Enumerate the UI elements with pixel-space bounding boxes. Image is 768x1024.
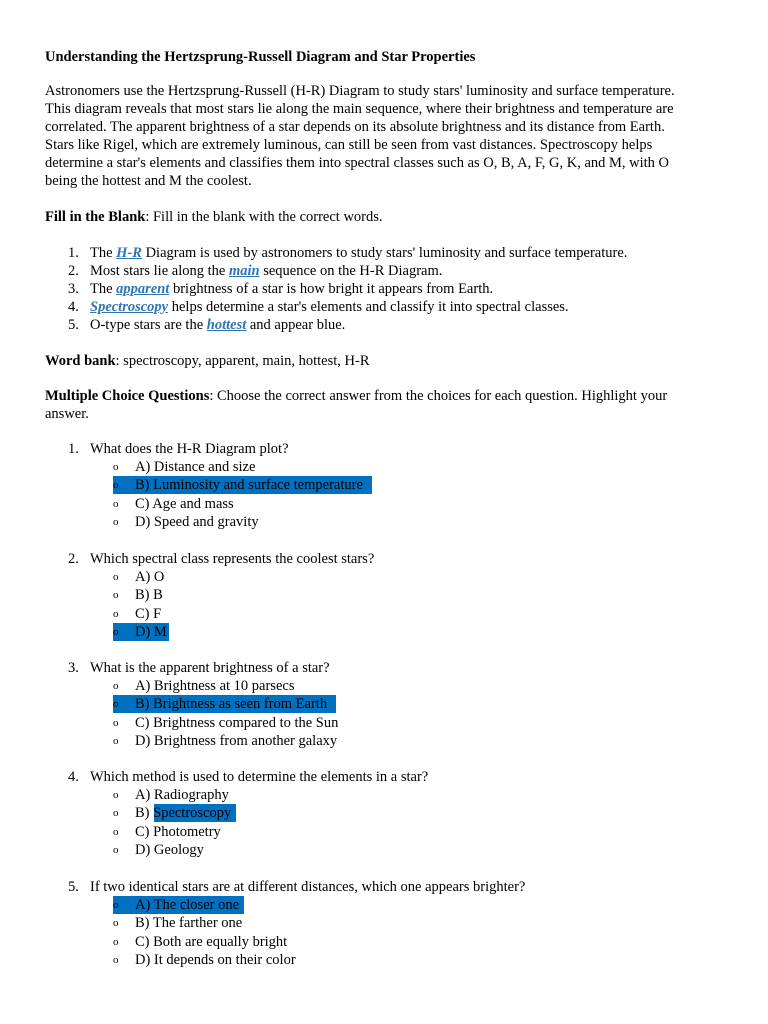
option-text: B) B [135, 587, 163, 604]
item-post-text: sequence on the H-R Diagram. [259, 263, 443, 279]
answer-option[interactable] [0, 568, 768, 586]
bullet-icon: o [113, 607, 119, 620]
option-text: C) Both are equally bright [135, 933, 288, 950]
document-title: Understanding the Hertzsprung-Russell Diagram and Star Properties [45, 49, 476, 65]
option-text: A) O [135, 569, 165, 585]
answer-option-selected[interactable] [0, 896, 768, 914]
option-text: B) Brightness as seen from Earth [135, 696, 328, 713]
question-number: 4. [68, 769, 79, 785]
answer-option-selected[interactable] [0, 623, 768, 641]
item-pre-text: O-type stars are the [90, 317, 207, 333]
option-text: C) Photometry [135, 823, 221, 840]
answer-option[interactable] [0, 786, 768, 804]
item-pre-text: The [90, 281, 117, 297]
question-number: 5. [68, 879, 79, 895]
intro-line: This diagram reveals that most stars lie along the main sequence, where their brightness and temperature are [45, 101, 674, 117]
bullet-icon: o [113, 571, 119, 583]
bullet-icon: o [113, 953, 119, 966]
item-number: 5. [68, 317, 79, 333]
fill-blank-instruction-text: : Fill in the blank with the correct words. [145, 209, 383, 225]
mcq-instruction-continued: answer. [45, 406, 89, 422]
item-number: 1. [68, 245, 79, 261]
bullet-icon: o [113, 479, 119, 492]
question-text: Which spectral class represents the coolest stars? [90, 551, 375, 567]
intro-paragraph [45, 82, 715, 190]
question-text: What is the apparent brightness of a star? [90, 660, 330, 676]
mcq-instruction-text: : Choose the correct answer from the choices for each question. Highlight your [209, 388, 668, 404]
item-pre-text: Most stars lie along the [90, 263, 229, 279]
mcq-instruction [45, 387, 667, 405]
blank-answer[interactable]: hottest [206, 317, 247, 333]
answer-option-selected[interactable] [0, 476, 768, 494]
question-text: Which method is used to determine the elements in a star? [90, 769, 429, 785]
option-text: B) Luminosity and surface temperature [135, 477, 363, 494]
answer-option[interactable] [0, 933, 768, 951]
blank-answer[interactable]: apparent [116, 281, 170, 297]
bullet-icon: o [113, 497, 119, 510]
answer-option[interactable] [0, 714, 768, 732]
word-bank [45, 352, 370, 370]
bullet-icon: o [113, 716, 119, 729]
bullet-icon: o [113, 515, 119, 528]
bullet-icon: o [113, 825, 119, 838]
option-text: D) M [135, 623, 167, 640]
bullet-icon: o [113, 789, 119, 801]
bullet-icon: o [113, 807, 119, 820]
bullet-icon: o [113, 734, 119, 747]
option-text: D) Geology [135, 841, 204, 858]
fill-blank-heading: Fill in the Blank [45, 209, 146, 225]
option-text: D) It depends on their color [135, 951, 296, 968]
bullet-icon: o [113, 589, 119, 602]
answer-option[interactable] [0, 458, 768, 476]
answer-option[interactable] [0, 914, 768, 932]
mcq-question [0, 768, 768, 859]
blank-answer[interactable]: main [228, 263, 260, 279]
mcq-heading: Multiple Choice Questions [45, 388, 210, 404]
item-number: 2. [68, 263, 79, 279]
answer-option-selected[interactable] [0, 804, 768, 822]
intro-line: Stars like Rigel, which are extremely luminous, can still be seen from vast distances. Spectroscopy helps [45, 137, 653, 153]
item-number: 4. [68, 299, 79, 315]
mcq-question [0, 440, 768, 531]
blank-answer[interactable]: H-R [116, 245, 142, 261]
mcq-question [0, 878, 768, 969]
option-text: A) Radiography [135, 787, 229, 803]
question-text: What does the H-R Diagram plot? [90, 441, 289, 457]
answer-option[interactable] [0, 495, 768, 513]
intro-line: Astronomers use the Hertzsprung-Russell (H-R) Diagram to study stars' luminosity and surface temperature. [45, 83, 675, 99]
option-text: C) Age and mass [135, 495, 234, 512]
item-number: 3. [68, 281, 79, 297]
option-text: C) F [135, 605, 162, 622]
answer-option[interactable] [0, 732, 768, 750]
bullet-icon: o [113, 698, 119, 711]
answer-option[interactable] [0, 605, 768, 623]
question-text: If two identical stars are at different distances, which one appears brighter? [90, 879, 526, 895]
item-post-text: helps determine a star's elements and classify it into spectral classes. [168, 299, 569, 315]
fill-blank-instruction [45, 208, 383, 226]
mcq-question [0, 550, 768, 641]
answer-option[interactable] [0, 841, 768, 859]
item-post-text: Diagram is used by astronomers to study stars' luminosity and surface temperature. [141, 245, 628, 261]
option-text: A) The closer one [135, 897, 240, 913]
answer-option[interactable] [0, 823, 768, 841]
item-post-text: and appear blue. [246, 317, 346, 333]
option-text: A) Distance and size [135, 459, 256, 475]
word-bank-text: : spectroscopy, apparent, main, hottest, H-R [115, 353, 370, 369]
question-number: 3. [68, 660, 79, 676]
question-number: 2. [68, 551, 79, 567]
mcq-question [0, 659, 768, 750]
answer-option[interactable] [0, 586, 768, 604]
bullet-icon: o [113, 680, 119, 692]
intro-line: correlated. The apparent brightness of a star depends on its absolute brightness and its distance from Earth. [45, 119, 665, 135]
bullet-icon: o [113, 935, 119, 948]
option-text: B) Spectroscopy [135, 805, 232, 822]
answer-option-selected[interactable] [0, 695, 768, 713]
option-text: D) Brightness from another galaxy [135, 732, 338, 749]
bullet-icon: o [113, 899, 119, 911]
bullet-icon: o [113, 461, 119, 473]
answer-option[interactable] [0, 677, 768, 695]
intro-line: being the hottest and M the coolest. [45, 173, 252, 189]
option-text: A) Brightness at 10 parsecs [135, 678, 295, 694]
answer-option[interactable] [0, 513, 768, 531]
option-text: C) Brightness compared to the Sun [135, 714, 339, 731]
bullet-icon: o [113, 625, 119, 638]
answer-option[interactable] [0, 951, 768, 969]
word-bank-heading: Word bank [45, 353, 116, 369]
option-text: B) The farther one [135, 915, 243, 932]
option-text: D) Speed and gravity [135, 513, 259, 530]
question-number: 1. [68, 441, 79, 457]
bullet-icon: o [113, 843, 119, 856]
intro-line: determine a star's elements and classifies them into spectral classes such as O, B, A, F, G, K, and M, with O [45, 155, 670, 171]
bullet-icon: o [113, 917, 119, 930]
item-post-text: brightness of a star is how bright it appears from Earth. [169, 281, 494, 297]
item-pre-text: The [90, 245, 117, 261]
blank-answer[interactable]: Spectroscopy [90, 299, 169, 315]
